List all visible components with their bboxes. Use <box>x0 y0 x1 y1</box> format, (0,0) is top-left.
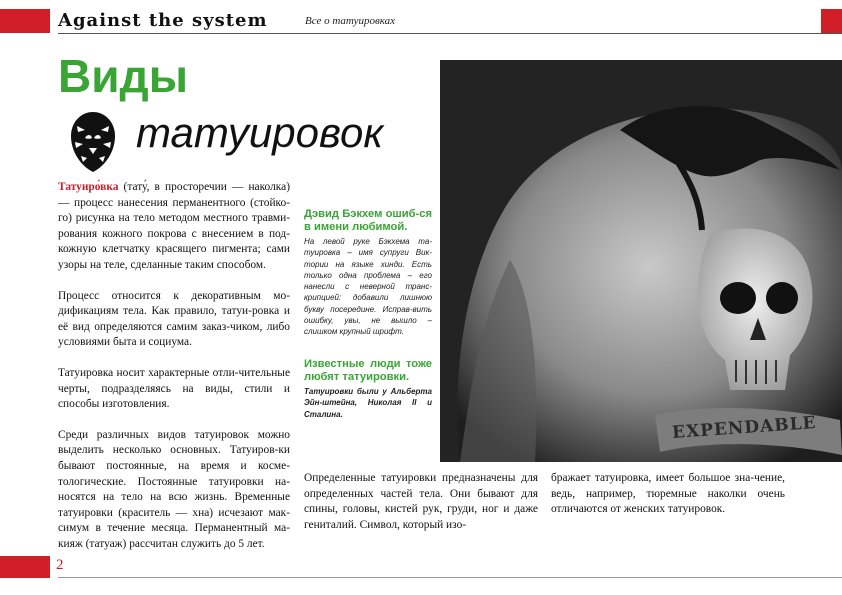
paragraph: Среди различных видов татуировок можно выделить несколько основных. Татуиров-ки бывают постоянные, на время и косме-тологические. Постоянные татуировки на-носятся на тело на всю жизнь. Временные татуировки (краситель — хна) исчезают мак-симум в течение месяца. Перманентный ма-кияж (татуаж) рассчитан служить до 5 лет. <box>58 428 290 550</box>
sidebar-heading: Известные люди тоже любят татуировки. <box>304 358 432 383</box>
bottom-column-right <box>551 471 785 533</box>
lead-paragraph <box>58 180 290 274</box>
sidebar-fact-1 <box>304 208 432 338</box>
page-title-line2: татуировок <box>136 109 384 156</box>
banner-text: EXPENDABLE <box>671 412 818 444</box>
main-column <box>58 180 290 567</box>
sidebar-text: Татуировки были у Альберта Эйн-штейна, Николая II и Сталина. <box>304 387 432 419</box>
header-red-bar-right <box>821 9 842 33</box>
header-divider <box>58 33 842 34</box>
footer-red-bar <box>0 556 50 578</box>
paragraph: бражает татуировка, имеет большое зна-чение, ведь, например, тюремные наколки очень отличаются от женских татуировок. <box>551 472 785 516</box>
tattoo-photo <box>440 60 842 462</box>
magazine-subtitle: Все о татуировках <box>305 15 395 27</box>
lion-icon <box>63 108 123 176</box>
lead-term: Татуиро́вка <box>58 181 119 193</box>
page-title-line1: Виды <box>58 50 188 102</box>
paragraph: Татуировка носит характерные отли-чительные черты, подразделяясь на виды, стили и способы изготовления. <box>58 366 290 411</box>
sidebar-fact-2 <box>304 358 432 420</box>
footer-divider <box>58 577 842 578</box>
sidebar-heading: Дэвид Бэкхем ошиб-ся в имени любимой. <box>304 208 432 233</box>
lead-text: (тату́, в просторечии — наколка) — процесс нанесения перманентного (стойко-го) рисунка на тело методом местного травми-рования кожного покрова с внесением в под-кожную клетчатку красящего пигмента; сами узоры на теле, сделанные таким способом. <box>58 181 290 271</box>
paragraph: Процесс относится к декоративным мо-дификациям тела. Как правило, татуи-ровка и её вид определяются самим заказ-чиком, либо условиями быта и социума. <box>58 289 290 349</box>
bottom-column-left <box>304 471 538 548</box>
paragraph: Определенные татуировки предназначены для определенных частей тела. Они бывают для спины, головы, кистей рук, груди, ног и даже гениталий. Символ, который изо- <box>304 472 538 531</box>
header-red-bar <box>0 9 50 33</box>
sidebar-text: На левой руке Бэкхема та-туировка – имя супруги Вик-тории на языке хинди. Есть только одна проблема – его нанесли с неверной транс-крипцией: добавили лишнюю букву посередине. Исправ-вить ошибку, увы, не вышло – слишком крупный шрифт. <box>304 237 432 337</box>
page-number: 2 <box>56 557 64 573</box>
magazine-title: Against the system <box>58 10 268 31</box>
